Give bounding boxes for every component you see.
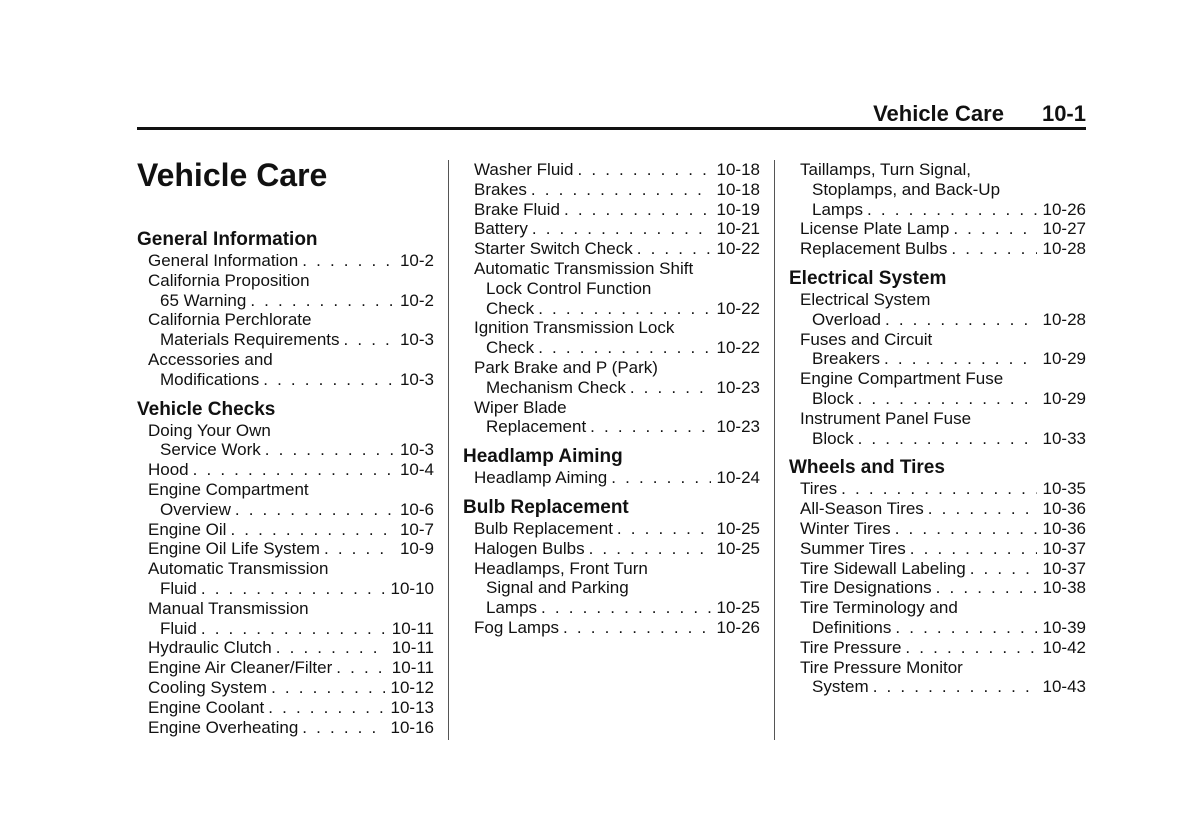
entry-text: Lamps [812,199,864,219]
page-number: 10-22 [716,298,760,318]
entry-text: Manual Transmission [148,598,309,618]
running-header-right [873,101,1086,127]
page-number: 10-28 [1042,309,1086,329]
toc-entry[interactable] [789,559,1086,579]
entry-text: Tire Terminology and [800,598,958,618]
page-number: 10-3 [399,369,434,389]
page-number: 10-36 [1042,499,1086,519]
entry-text: Lamps [486,598,538,618]
entry-text: Park Brake and P (Park) [474,357,658,377]
page-number: 10-28 [1042,239,1086,259]
entry-text: Brake Fluid [474,199,560,219]
toc-entry[interactable] [137,599,434,639]
page-number: 10-19 [716,199,760,219]
entry-text: Engine Coolant [148,697,265,717]
page-number: 10-7 [399,519,434,539]
entry-line [137,638,434,658]
dot-leader [193,460,394,480]
dot-leader [970,559,1037,579]
page-number: 10-3 [399,330,434,350]
dot-leader [201,619,386,639]
entry-text: Instrument Panel Fuse [800,408,972,428]
dot-leader [532,219,711,239]
entry-line [137,619,434,639]
page-number: 10-18 [716,179,760,199]
page-number: 10-11 [391,618,434,638]
dot-leader [867,200,1036,220]
entry-line [463,378,760,398]
entry-text: Block [812,388,854,408]
entry-text: Block [812,428,854,448]
entry-text: California Proposition [148,270,310,290]
entry-text: Hydraulic Clutch [148,638,272,658]
entry-line [137,678,434,698]
entry-line [463,559,760,579]
entry-text: Winter Tires [800,518,891,538]
entry-line [789,559,1086,579]
dot-leader [953,219,1036,239]
entry-line [137,559,434,579]
toc-section [463,497,760,638]
toc-entry[interactable] [137,520,434,540]
toc-entry[interactable] [463,200,760,220]
page-number: 10-6 [399,499,434,519]
page-number: 10-22 [716,239,760,259]
dot-leader [235,500,394,520]
page-number: 10-3 [399,440,434,460]
dot-leader [268,698,384,718]
section-title: Electrical System [789,267,947,289]
entry-line [789,578,1086,598]
dot-leader [951,239,1036,259]
entry-line [463,358,760,378]
entry-text: All-Season Tires [800,499,924,519]
toc-entry[interactable] [137,480,434,520]
page-number: 10-38 [1042,578,1086,598]
page-number: 10-10 [390,578,434,598]
dot-leader [336,658,386,678]
entry-text: Automatic Transmission Shift [474,258,694,278]
entry-text: Tire Pressure Monitor [800,657,963,677]
toc-entry[interactable] [789,539,1086,559]
entry-line [137,480,434,500]
entry-text: Halogen Bulbs [474,538,585,558]
toc-entry[interactable] [463,239,760,259]
toc-entry[interactable] [789,219,1086,239]
page-number: 10-11 [391,658,434,678]
entry-text: Fog Lamps [474,617,560,637]
page-number: 10-23 [716,417,760,437]
page-number: 10-23 [716,377,760,397]
entry-line [463,239,760,259]
entry-line [463,200,760,220]
entry-line [463,618,760,638]
entry-text: Fuses and Circuit [800,329,933,349]
entry-line [463,417,760,437]
entry-line [463,299,760,319]
entry-text: Mechanism Check [486,377,626,397]
entry-text: Cooling System [148,677,268,697]
toc-entry[interactable] [137,271,434,311]
toc-section [463,446,760,488]
dot-leader [563,618,710,638]
page-number: 10-4 [399,460,434,480]
toc-entry[interactable] [789,519,1086,539]
entry-text: Overload [812,309,881,329]
entry-text: Signal and Parking [486,578,629,598]
entry-line [137,500,434,520]
entry-text: Engine Compartment [148,479,309,499]
toc-entry[interactable] [789,369,1086,409]
entry-line [789,598,1086,618]
toc-entry[interactable] [137,638,434,658]
column-divider [448,160,449,740]
page-number: 10-33 [1042,428,1086,448]
header-page-number: 10-1 [1041,101,1086,126]
entry-line [463,318,760,338]
entry-text: Overview [160,499,231,519]
entry-text: Lock Control Function [486,278,652,298]
toc-entry[interactable] [789,638,1086,658]
toc-entry[interactable] [789,578,1086,598]
toc-entry[interactable] [463,318,760,358]
page-number: 10-25 [716,598,760,618]
entry-line [137,658,434,678]
toc-section [137,229,434,390]
column-divider [774,160,775,740]
entry-line [789,539,1086,559]
dot-leader [578,160,711,180]
toc-entry[interactable] [137,559,434,599]
entry-line [137,291,434,311]
entry-line [789,409,1086,429]
dot-leader [302,251,394,271]
entry-line [463,468,760,488]
entry-text: Engine Compartment Fuse [800,369,1004,389]
toc-section [789,268,1086,448]
entry-text: Tires [800,479,838,499]
dot-leader [910,539,1037,559]
entry-line [137,520,434,540]
entry-line [137,440,434,460]
section-title: General Information [137,229,318,250]
toc-entry[interactable] [137,539,434,559]
entry-line [137,579,434,599]
entry-line [789,618,1086,638]
page-number: 10-27 [1042,219,1086,239]
toc-entry[interactable] [789,290,1086,330]
entry-line [789,160,1086,180]
toc-entry[interactable] [463,618,760,638]
entry-line [789,519,1086,539]
entry-line [463,259,760,279]
entry-text: License Plate Lamp [800,219,950,239]
entry-line [789,180,1086,200]
dot-leader [276,638,386,658]
entry-line [789,479,1086,499]
toc-entry[interactable] [463,539,760,559]
toc-entry[interactable] [789,479,1086,499]
page-number: 10-35 [1042,479,1086,499]
dot-leader [858,389,1037,409]
entry-text: Fluid [160,578,197,598]
dot-leader [589,539,711,559]
dot-leader [344,330,394,350]
page-number: 10-11 [391,638,434,658]
entry-text: Automatic Transmission [148,559,329,579]
entry-text: Stoplamps, and Back-Up [812,179,1001,199]
entry-text: Accessories and [148,349,273,369]
page-number: 10-9 [399,539,434,559]
dot-leader [538,299,710,319]
entry-line [789,369,1086,389]
dot-leader [928,499,1037,519]
toc-section [789,457,1086,697]
entry-text: Hood [148,460,189,480]
page-number: 10-12 [390,677,434,697]
entry-text: Check [486,338,535,358]
entry-line [137,698,434,718]
page-number: 10-26 [1042,199,1086,219]
entry-line [137,460,434,480]
dot-leader [611,468,710,488]
entry-text: Ignition Transmission Lock [474,318,675,338]
entry-text: Materials Requirements [160,330,340,350]
page-number: 10-43 [1042,677,1086,697]
entry-line [789,389,1086,409]
dot-leader [884,349,1036,369]
toc-entry[interactable] [463,559,760,618]
entry-line [789,349,1086,369]
page-number: 10-25 [716,518,760,538]
toc-entry[interactable] [789,499,1086,519]
entry-line [463,519,760,539]
toc-entry[interactable] [137,698,434,718]
section-title: Bulb Replacement [463,496,629,518]
entry-line [463,539,760,559]
page-number: 10-37 [1042,538,1086,558]
toc-section [137,399,434,738]
entry-line [137,599,434,619]
toc-entry[interactable] [789,409,1086,449]
toc-entry[interactable] [463,180,760,200]
dot-leader [302,718,384,738]
page-number: 10-2 [399,251,434,270]
toc-entry[interactable] [137,678,434,698]
page-number: 10-2 [399,290,434,310]
dot-leader [265,440,394,460]
toc-entry[interactable] [463,219,760,239]
entry-line [137,421,434,441]
dot-leader [324,539,394,559]
entry-line [463,578,760,598]
dot-leader [617,519,711,539]
dot-leader [895,618,1036,638]
toc-entry[interactable] [463,468,760,488]
entry-text: Definitions [812,617,892,637]
entry-line [789,200,1086,220]
page-number: 10-25 [716,538,760,558]
toc-entry[interactable] [789,330,1086,370]
section-title: Wheels and Tires [789,457,945,479]
entry-line [463,160,760,180]
entry-line [789,677,1086,697]
dot-leader [841,479,1036,499]
entry-text: Summer Tires [800,538,906,558]
entry-text: Battery [474,219,528,239]
page-number: 10-42 [1042,637,1086,657]
dot-leader [858,429,1037,449]
toc-column-1 [137,229,434,737]
page-number: 10-26 [716,617,760,637]
entry-line [137,310,434,330]
dot-leader [201,579,385,599]
entry-text: Fluid [160,618,197,638]
entry-line [463,598,760,618]
toc-entry[interactable] [137,460,434,480]
entry-text: Tire Pressure [800,637,902,657]
toc-entry[interactable] [789,658,1086,698]
toc-entry[interactable] [137,251,434,271]
entry-line [137,350,434,370]
entry-line [137,718,434,738]
entry-text: Tire Sidewall Labeling [800,558,966,578]
entry-text: Replacement [486,417,587,437]
toc-entry[interactable] [789,239,1086,259]
dot-leader [885,310,1037,330]
toc-entry[interactable] [463,398,760,438]
entry-line [463,219,760,239]
toc-entry[interactable] [789,598,1086,638]
entry-line [789,499,1086,519]
toc-section [463,160,760,437]
entry-text: Replacement Bulbs [800,239,948,259]
dot-leader [538,338,710,358]
chapter-title: Vehicle Care [137,157,328,193]
entry-text: Engine Oil Life System [148,539,320,559]
page-number: 10-24 [716,468,760,488]
entry-line [137,330,434,350]
entry-line [137,251,434,271]
toc-entry[interactable] [137,310,434,350]
entry-text: Brakes [474,179,527,199]
entry-text: 65 Warning [160,290,247,310]
entry-text: Engine Oil [148,519,227,539]
entry-line [789,290,1086,310]
entry-line [789,429,1086,449]
entry-line [789,638,1086,658]
toc-entry[interactable] [463,160,760,180]
dot-leader [905,638,1036,658]
entry-text: Doing Your Own [148,420,271,440]
dot-leader [531,180,711,200]
dot-leader [250,291,394,311]
entry-text: Taillamps, Turn Signal, [800,160,972,179]
entry-text: Tire Designations [800,578,932,598]
toc-section [789,160,1086,259]
toc-entry[interactable] [463,259,760,318]
page-number: 10-21 [716,219,760,239]
toc-entry[interactable] [789,160,1086,219]
entry-line [137,271,434,291]
page-number: 10-13 [390,697,434,717]
entry-line [137,539,434,559]
entry-line [463,398,760,418]
dot-leader [630,378,711,398]
entry-text: Breakers [812,349,881,369]
entry-line [789,219,1086,239]
page-number: 10-29 [1042,349,1086,369]
toc-column-3 [789,160,1086,697]
entry-line [463,180,760,200]
entry-line [789,658,1086,678]
entry-text: Service Work [160,440,261,460]
dot-leader [564,200,711,220]
dot-leader [541,598,710,618]
page-number: 10-39 [1042,617,1086,637]
entry-line [137,370,434,390]
entry-text: Headlamps, Front Turn [474,558,648,578]
dot-leader [271,678,384,698]
entry-text: Washer Fluid [474,160,574,179]
entry-text: Starter Switch Check [474,239,633,259]
entry-text: General Information [148,251,299,270]
entry-text: Electrical System [800,289,931,309]
dot-leader [895,519,1037,539]
dot-leader [263,370,394,390]
toc-entry[interactable] [137,350,434,390]
dot-leader [590,417,710,437]
entry-line [789,330,1086,350]
entry-text: Headlamp Aiming [474,468,608,488]
entry-line [463,279,760,299]
page-number: 10-16 [390,717,434,737]
page-number: 10-18 [716,160,760,179]
entry-text: Modifications [160,369,260,389]
page-number: 10-37 [1042,558,1086,578]
header-rule [137,127,1086,130]
toc-entry[interactable] [137,421,434,461]
page-number: 10-36 [1042,518,1086,538]
entry-text: Engine Overheating [148,717,299,737]
running-header [137,101,1086,127]
toc-column-2 [463,160,760,638]
entry-text: System [812,677,869,697]
entry-text: Engine Air Cleaner/Filter [148,658,333,678]
entry-text: Check [486,298,535,318]
header-section-title: Vehicle Care [873,101,1004,126]
page-number: 10-22 [716,338,760,358]
dot-leader [936,578,1037,598]
toc-entry[interactable] [137,658,434,678]
dot-leader [873,677,1037,697]
page-number: 10-29 [1042,388,1086,408]
dot-leader [230,520,394,540]
entry-text: California Perchlorate [148,310,312,330]
entry-text: Bulb Replacement [474,518,613,538]
section-title: Vehicle Checks [137,398,276,420]
entry-line [789,239,1086,259]
toc-entry[interactable] [137,718,434,738]
toc-entry[interactable] [463,358,760,398]
entry-text: Wiper Blade [474,397,567,417]
dot-leader [637,239,711,259]
entry-line [789,310,1086,330]
section-title: Headlamp Aiming [463,446,623,468]
toc-entry[interactable] [463,519,760,539]
entry-line [463,338,760,358]
